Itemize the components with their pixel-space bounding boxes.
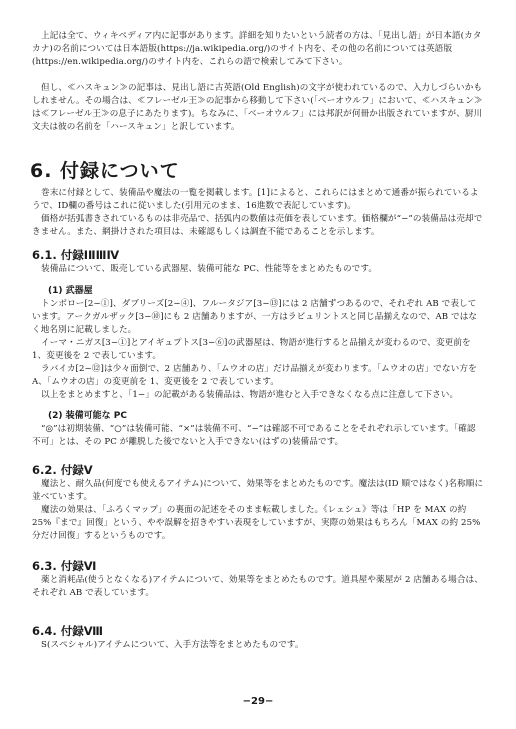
intro-paragraph-2: 但し、≪ハスキュン≫の記事は、見出し語に古英語(Old English)の文字が使われているので、入力しづらいかもしれません。その場合は、≪フレーゼル王≫の記事から移動して下さい(「ベーオウルフ」において、≪ハスキュン≫は≪フレーゼル王≫の息子にあたります)。ちなみに、「ベーオウルフ」には邦訳が何冊か出版されていますが、厨川文夫は彼の名前を「ハースキュン」と訳しています。 — [32, 83, 483, 132]
section-6-4-paragraph: S(スペシャル)アイテムについて、入手方法等をまとめたものです。 — [41, 640, 304, 650]
weapon-shop-paragraph-3: ラバイカ[2−⑫]は少々面倒で、2 店舗あり、「ムウオの店」だけ品揃えが変わります。「ムウオの店」でない方を A、「ムウオの店」の変更前を 1、変更後を 2 で表しています。 — [32, 364, 477, 387]
section-6-3-paragraph: 薬と消耗品(使うとなくなる)アイテムについて、効果等をまとめたものです。道具屋や薬屋が 2 店舗ある場合は、それぞれ AB で表しています。 — [32, 575, 483, 598]
section-6-4-heading: 6.4. 付録Ⅷ — [32, 624, 103, 638]
subsection-equippable-pc-heading: (2) 装備可能な PC — [48, 411, 127, 421]
weapon-shop-paragraph-4: 以上をまとめますと、「1−」の記載がある装備品は、物語が進むと入手できなくなる点に注意して下さい。 — [41, 390, 459, 400]
section-6-paragraph-2: 価格が括弧書きされているものは非売品で、括弧内の数値は売価を表しています。価格欄が“−”の装備品は売却できません。また、網掛けされた項目は、未確認もしくは調査不能であることを示します。 — [32, 214, 483, 237]
section-6-paragraph-1: 巻末に付録として、装備品や魔法の一覧を掲載します。[1]によると、これらにはまとめて通番が振られているようで、ID欄の番号はこれに従いました(引用元のまま、16進数で表記しています)。 — [32, 188, 479, 211]
section-6-2-heading: 6.2. 付録Ⅴ — [32, 463, 93, 477]
weapon-shop-paragraph-1: トンボロー[2−①]、ダブリーズ[2−④]、フルータジア[3−⑬]には 2 店舗ずつあるので、それぞれ AB で表しています。アークガルザック[3−⑩]にも 2 店舗ありますが、一方はラビュリントスと同じ品揃えなので、AB ではなく地名別に記載しました。 — [32, 299, 478, 335]
equippable-pc-paragraph: “◎”は初期装備、“○”は装備可能、“×”は装備不可、“−”は確認不可であることをそれぞれ示しています。「確認不可」とは、その PC が離脱した後でないと入手できない(はずの)装備品です。 — [32, 424, 476, 447]
section-6-1-paragraph: 装備品について、販売している武器屋、装備可能な PC、性能等をまとめたものです。 — [41, 264, 378, 274]
intro-paragraph-1: 上記は全て、ウィキペディア内に記事があります。詳細を知りたいという読者の方は、「見出し語」が日本語(カタカナ)の名前については日本語版(https://ja.wikipedia.org/)のサイト内を、その他の名前については英語版(https://en.wikipedia.org/)のサイト内を、これらの語で検索してみて下さい。 — [32, 31, 482, 67]
section-6-3-heading: 6.3. 付録Ⅵ — [32, 559, 97, 573]
subsection-weapon-shop-heading: (1) 武器屋 — [48, 286, 93, 296]
page-number: −29− — [242, 696, 274, 707]
section-6-heading: 6. 付録について — [30, 160, 180, 182]
weapon-shop-paragraph-2: イーマ・ニガス[3−①]とアイギュプトス[3−⑥]の武器屋は、物語が進行すると品揃えが変わるので、変更前を 1、変更後を 2 で表しています。 — [32, 338, 471, 361]
section-6-1-heading: 6.1. 付録ⅠⅡⅢⅣ — [32, 248, 120, 262]
section-6-2-paragraph-1: 魔法と、耐久品(何度でも使えるアイテム)について、効果等をまとめたものです。魔法は(ID 順ではなく)名称順に並べています。 — [32, 479, 484, 502]
section-6-2-paragraph-2: 魔法の効果は、「ふろくマップ」の裏面の記述をそのまま転載しました。《レェシュ》等は「HP を MAX の約 25%『まで』回復」という、やや誤解を招きやすい表現をしていますが、実際の効果はもちろん「MAX の約 25%分だけ回復」するというものです。 — [32, 505, 481, 541]
